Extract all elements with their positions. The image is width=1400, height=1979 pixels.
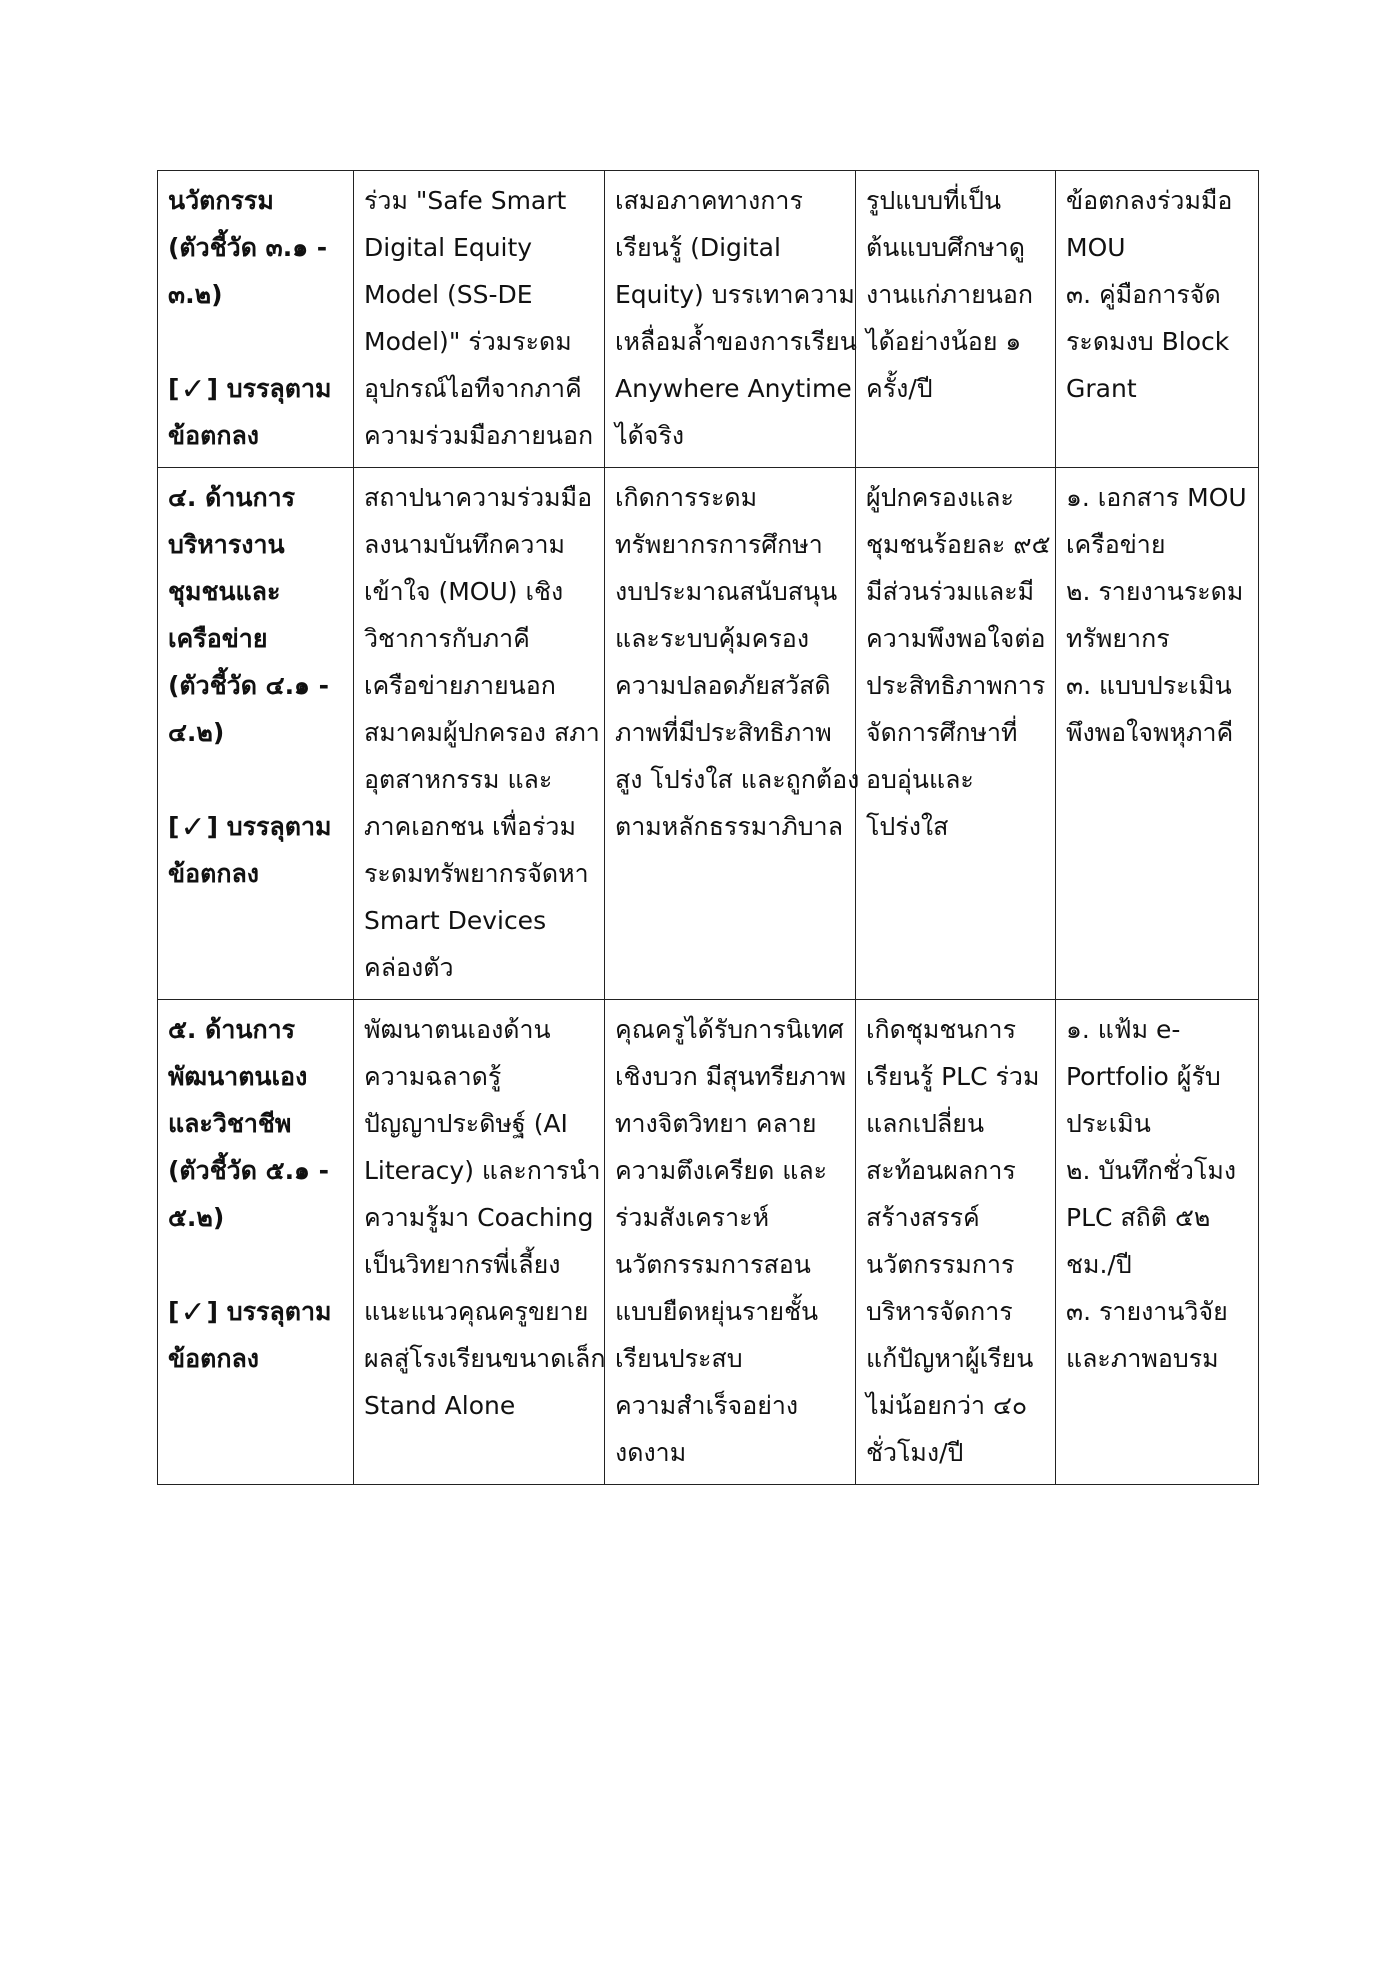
text-line: ทางจิตวิทยา คลาย <box>615 1109 817 1138</box>
text-line: คล่องตัว <box>364 953 454 982</box>
text-line: ทรัพยากร <box>1066 624 1170 653</box>
status-line: ข้อตกลง <box>168 859 260 888</box>
text-line: ภาพที่มีประสิทธิภาพ <box>615 718 832 747</box>
text-line: Literacy) และการนำ <box>364 1156 601 1185</box>
evidence-cell <box>1056 171 1259 468</box>
table-row <box>158 468 1259 1000</box>
status-label: ] บรรลุตาม <box>206 812 332 841</box>
text-line: ได้จริง <box>615 421 685 450</box>
text-line: งดงาม <box>615 1438 687 1467</box>
text-line: ต้นแบบศึกษาดู <box>866 233 1025 262</box>
bracket-open: [ <box>168 812 180 841</box>
text-line: เชิงบวก มีสุนทรียภาพ <box>615 1062 847 1091</box>
evaluation-table <box>157 170 1259 1485</box>
text-line: สมาคมผู้ปกครอง สภา <box>364 718 600 747</box>
text-line: สร้างสรรค์ <box>866 1203 980 1232</box>
text-line: Digital Equity <box>364 233 533 262</box>
text-line: ประสิทธิภาพการ <box>866 671 1046 700</box>
text-line: Stand Alone <box>364 1391 516 1420</box>
indicator-cell <box>856 1000 1056 1485</box>
text-line: อุปกรณ์ไอทีจากภาคี <box>364 374 582 403</box>
text-line: บริหารจัดการ <box>866 1297 1013 1326</box>
spacer <box>168 756 343 803</box>
text-line: ชุมชนร้อยละ ๙๕ <box>866 530 1051 559</box>
text-line: มีส่วนร่วมและมี <box>866 577 1035 606</box>
text-line: Grant <box>1066 374 1137 403</box>
evidence-cell <box>1056 468 1259 1000</box>
area-line: บริหารงาน <box>168 530 285 559</box>
text-line: ๓. แบบประเมิน <box>1066 671 1232 700</box>
area-line: และวิชาชีพ <box>168 1109 292 1138</box>
text-line: ๓. คู่มือการจัด <box>1066 280 1221 309</box>
area-line: ๔.๒) <box>168 718 225 747</box>
text-line: และระบบคุ้มครอง <box>615 624 810 653</box>
area-cell <box>158 1000 354 1485</box>
text-line: เข้าใจ (MOU) เชิง <box>364 577 564 606</box>
text-line: ผลสู่โรงเรียนขนาดเล็ก <box>364 1344 606 1373</box>
text-line: ครั้ง/ปี <box>866 374 933 403</box>
evidence-cell <box>1056 1000 1259 1485</box>
status-label: ] บรรลุตาม <box>206 1297 332 1326</box>
text-line: ทรัพยากรการศึกษา <box>615 530 823 559</box>
text-line: วิชาการกับภาคี <box>364 624 530 653</box>
text-line: แบบยืดหยุ่นรายชั้น <box>615 1297 819 1326</box>
text-line: ๑. เอกสาร MOU <box>1066 483 1247 512</box>
text-line: PLC สถิติ ๕๒ <box>1066 1203 1211 1232</box>
status-line: ข้อตกลง <box>168 1344 260 1373</box>
bracket-open: [ <box>168 374 180 403</box>
area-cell <box>158 171 354 468</box>
area-line: (ตัวชี้วัด ๔.๑ - <box>168 671 330 700</box>
text-line: ร่วมสังเคราะห์ <box>615 1203 770 1232</box>
text-line: ปัญญาประดิษฐ์ (AI <box>364 1109 568 1138</box>
checkmark-icon: ✓ <box>180 810 206 845</box>
text-line: ระดมทรัพยากรจัดหา <box>364 859 589 888</box>
area-line: ๔. ด้านการ <box>168 483 296 512</box>
text-line: Equity) บรรเทาความ <box>615 280 855 309</box>
text-line: เป็นวิทยากรพี่เลี้ยง <box>364 1250 561 1279</box>
area-line: ชุมชนและ <box>168 577 281 606</box>
text-line: MOU <box>1066 233 1126 262</box>
activity-cell <box>354 468 605 1000</box>
text-line: งบประมาณสนับสนุน <box>615 577 838 606</box>
text-line: งานแก่ภายนอก <box>866 280 1033 309</box>
text-line: สูง โปร่งใส และถูกต้อง <box>615 765 860 794</box>
text-line: เครือข่ายภายนอก <box>364 671 556 700</box>
area-line: พัฒนาตนเอง <box>168 1062 308 1091</box>
text-line: ประเมิน <box>1066 1109 1151 1138</box>
indicator-cell <box>856 171 1056 468</box>
text-line: ร่วม "Safe Smart <box>364 186 567 215</box>
text-line: เรียนรู้ (Digital <box>615 233 781 262</box>
area-line: ๕.๒) <box>168 1203 225 1232</box>
area-line: (ตัวชี้วัด ๓.๑ - <box>168 233 328 262</box>
text-line: อุตสาหกรรม และ <box>364 765 553 794</box>
table-row <box>158 171 1259 468</box>
text-line: ลงนามบันทึกความ <box>364 530 565 559</box>
activity-cell <box>354 1000 605 1485</box>
text-line: ความตึงเครียด และ <box>615 1156 828 1185</box>
activity-cell <box>354 171 605 468</box>
text-line: เหลื่อมล้ำของการเรียน <box>615 327 857 356</box>
area-cell <box>158 468 354 1000</box>
text-line: เสมอภาคทางการ <box>615 186 803 215</box>
text-line: นวัตกรรมการ <box>866 1250 1015 1279</box>
text-line: ๓. รายงานวิจัย <box>1066 1297 1228 1326</box>
text-line: รูปแบบที่เป็น <box>866 186 1002 215</box>
checkmark-icon: ✓ <box>180 1295 206 1330</box>
text-line: ๒. บันทึกชั่วโมง <box>1066 1156 1237 1185</box>
text-line: Smart Devices <box>364 906 547 935</box>
text-line: Model (SS-DE <box>364 280 533 309</box>
spacer <box>168 1241 343 1288</box>
status-line: ข้อตกลง <box>168 421 260 450</box>
text-line: Portfolio ผู้รับ <box>1066 1062 1221 1091</box>
text-line: เกิดชุมชนการ <box>866 1015 1017 1044</box>
text-line: เครือข่าย <box>1066 530 1166 559</box>
text-line: ชม./ปี <box>1066 1250 1132 1279</box>
text-line: ตามหลักธรรมาภิบาล <box>615 812 844 841</box>
area-line: ๕. ด้านการ <box>168 1015 296 1044</box>
status-line <box>168 803 343 850</box>
text-line: แก้ปัญหาผู้เรียน <box>866 1344 1034 1373</box>
text-line: แนะแนวคุณครูขยาย <box>364 1297 589 1326</box>
text-line: คุณครูได้รับการนิเทศ <box>615 1015 844 1044</box>
text-line: ความรู้มา Coaching <box>364 1203 594 1232</box>
text-line: จัดการศึกษาที่ <box>866 718 1018 747</box>
status-label: ] บรรลุตาม <box>206 374 332 403</box>
text-line: สะท้อนผลการ <box>866 1156 1016 1185</box>
text-line: พึงพอใจพหุภาคี <box>1066 718 1234 747</box>
text-line: Anywhere Anytime <box>615 374 852 403</box>
table-row <box>158 1000 1259 1485</box>
text-line: ๒. รายงานระดม <box>1066 577 1244 606</box>
text-line: ความสำเร็จอย่าง <box>615 1391 799 1420</box>
text-line: Model)" ร่วมระดม <box>364 327 572 356</box>
text-line: แลกเปลี่ยน <box>866 1109 985 1138</box>
text-line: เรียนรู้ PLC ร่วม <box>866 1062 1040 1091</box>
text-line: ชั่วโมง/ปี <box>866 1438 964 1467</box>
text-line: พัฒนาตนเองด้าน <box>364 1015 551 1044</box>
area-line: ๓.๒) <box>168 280 223 309</box>
text-line: และภาพอบรม <box>1066 1344 1219 1373</box>
text-line: โปร่งใส <box>866 812 949 841</box>
text-line: ผู้ปกครองและ <box>866 483 1014 512</box>
outcome-cell <box>605 171 856 468</box>
text-line: ความฉลาดรู้ <box>364 1062 502 1091</box>
text-line: ระดมงบ Block <box>1066 327 1230 356</box>
text-line: ภาคเอกชน เพื่อร่วม <box>364 812 576 841</box>
outcome-cell <box>605 1000 856 1485</box>
text-line: เรียนประสบ <box>615 1344 743 1373</box>
text-line: ความปลอดภัยสวัสดิ <box>615 671 831 700</box>
area-line: นวัตกรรม <box>168 186 274 215</box>
text-line: ๑. แฟ้ม e- <box>1066 1015 1181 1044</box>
text-line: เกิดการระดม <box>615 483 758 512</box>
checkmark-icon: ✓ <box>180 372 206 407</box>
text-line: ความร่วมมือภายนอก <box>364 421 594 450</box>
table-body <box>158 171 1259 1485</box>
spacer <box>168 318 343 365</box>
text-line: สถาปนาความร่วมมือ <box>364 483 593 512</box>
indicator-cell <box>856 468 1056 1000</box>
text-line: ไม่น้อยกว่า ๔๐ <box>866 1391 1028 1420</box>
status-line <box>168 365 343 412</box>
outcome-cell <box>605 468 860 1000</box>
text-line: ได้อย่างน้อย ๑ <box>866 327 1022 356</box>
text-line: ความพึงพอใจต่อ <box>866 624 1046 653</box>
text-line: นวัตกรรมการสอน <box>615 1250 811 1279</box>
text-line: ข้อตกลงร่วมมือ <box>1066 186 1233 215</box>
area-line: เครือข่าย <box>168 624 268 653</box>
area-line: (ตัวชี้วัด ๕.๑ - <box>168 1156 330 1185</box>
bracket-open: [ <box>168 1297 180 1326</box>
text-line: อบอุ่นและ <box>866 765 974 794</box>
status-line <box>168 1288 343 1335</box>
